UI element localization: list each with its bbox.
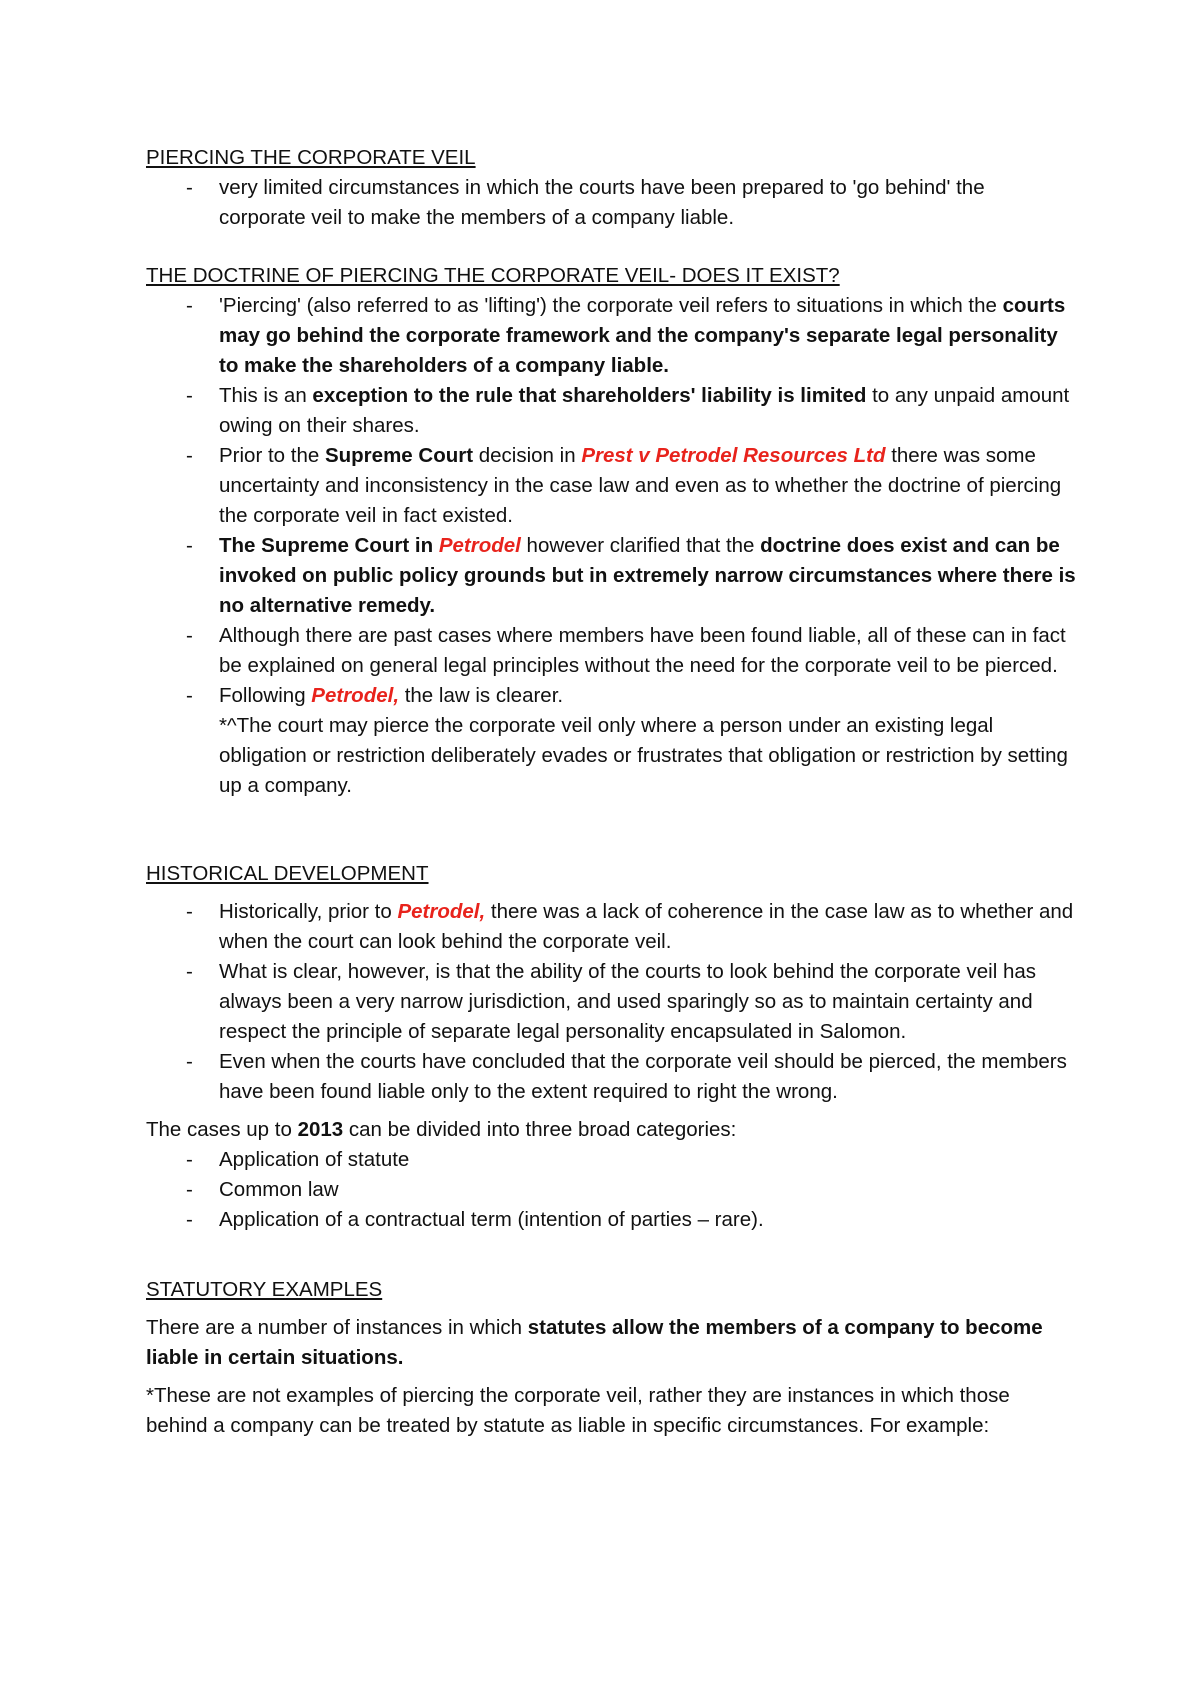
paragraph: *These are not examples of piercing the corporate veil, rather they are instances in which those behind a company can be treated by statute as liable in specific circumstances. For example:: [146, 1384, 1010, 1437]
bullet-dash: -: [186, 1208, 193, 1231]
category-item: Application of statute: [219, 1148, 410, 1171]
text-run: There are a number of instances in which: [146, 1316, 528, 1339]
section-statutory: [146, 1275, 1076, 1441]
text-run: very limited circumstances in which the courts have been prepared to 'go behind' the corporate veil to make the members of a company liable.: [219, 176, 985, 229]
bold-text: doctrine does exist and can be invoked on public policy grounds but in extremely narrow circumstances where there is no alternative remedy.: [219, 534, 1076, 617]
text-run: This is an: [219, 384, 313, 407]
list-item: [146, 1175, 1076, 1205]
text-run: *^The court may pierce the corporate veil only where a person under an existing legal obligation or restriction deliberately evades or frustrates that obligation or restriction by setting up a company.: [219, 714, 1068, 797]
category-list: [146, 1145, 1076, 1235]
list-item: [146, 441, 1076, 531]
list-item: [146, 957, 1076, 1047]
bullet-list: [146, 173, 1076, 233]
bullet-dash: -: [186, 294, 193, 317]
paragraph: [146, 1313, 1076, 1373]
section-piercing: [146, 143, 1076, 233]
category-item: Application of a contractual term (intention of parties – rare).: [219, 1208, 764, 1231]
bullet-dash: -: [186, 624, 193, 647]
section-heading: STATUTORY EXAMPLES: [146, 1278, 383, 1301]
bullet-dash: -: [186, 960, 193, 983]
text-run: there was some uncertainty and inconsistency in the case law and even as to whether the doctrine of piercing the corporate veil in fact existed.: [219, 444, 1062, 527]
bullet-dash: -: [186, 1050, 193, 1073]
bullet-dash: -: [186, 1148, 193, 1171]
list-item: [146, 681, 1076, 801]
bullet-dash: -: [186, 534, 193, 557]
case-name: Prest v Petrodel Resources Ltd: [581, 444, 886, 467]
bullet-dash: -: [186, 176, 193, 199]
text-run: What is clear, however, is that the ability of the courts to look behind the corporate veil has always been a very narrow jurisdiction, and used sparingly so as to maintain certainty and respect the principle of separate legal personality encapsulated in Salomon.: [219, 960, 1037, 1043]
text-run: Prior to the: [219, 444, 325, 467]
bold-text: statutes allow the members of a company to become liable in certain situations.: [146, 1316, 1043, 1369]
bold-text: exception to the rule that shareholders' liability is limited: [312, 384, 867, 407]
bullet-dash: -: [186, 684, 193, 707]
text-run: the law is clearer.: [399, 684, 564, 707]
list-item: [146, 1145, 1076, 1175]
text-run: can be divided into three broad categories:: [343, 1118, 737, 1141]
bullet-dash: -: [186, 384, 193, 407]
category-item: Common law: [219, 1178, 339, 1201]
section-heading: HISTORICAL DEVELOPMENT: [146, 862, 429, 885]
case-name: Petrodel,: [311, 684, 400, 707]
list-item: [146, 1205, 1076, 1235]
list-item: [146, 531, 1076, 621]
bold-text: courts may go behind the corporate framework and the company's separate legal personality to make the shareholders of a company liable.: [219, 294, 1066, 377]
bullet-dash: -: [186, 444, 193, 467]
bold-text: 2013: [297, 1118, 344, 1141]
text-run: there was a lack of coherence in the case law as to whether and when the court can look behind the corporate veil.: [219, 900, 1074, 953]
text-run: decision in: [473, 444, 582, 467]
section-heading: THE DOCTRINE OF PIERCING THE CORPORATE VEIL- DOES IT EXIST?: [146, 264, 840, 287]
document-body: [146, 143, 1076, 1469]
list-item: [146, 621, 1076, 681]
bullet-dash: -: [186, 1178, 193, 1201]
bullet-list: [146, 291, 1076, 801]
text-run: Even when the courts have concluded that the corporate veil should be pierced, the members have been found liable only to the extent required to right the wrong.: [219, 1050, 1067, 1103]
text-run: The cases up to: [146, 1118, 298, 1141]
list-item: [146, 173, 1076, 233]
list-item: [146, 897, 1076, 957]
bold-text: The Supreme Court in: [219, 534, 439, 557]
text-run: to any unpaid amount owing on their shares.: [219, 384, 1070, 437]
section-heading: PIERCING THE CORPORATE VEIL: [146, 146, 476, 169]
bullet-dash: -: [186, 900, 193, 923]
text-run: Historically, prior to: [219, 900, 398, 923]
bullet-list: [146, 897, 1076, 1107]
text-run: Although there are past cases where members have been found liable, all of these can in fact be explained on general legal principles without the need for the corporate veil to be pierced.: [219, 624, 1066, 677]
list-item: [146, 381, 1076, 441]
case-name: Petrodel: [438, 534, 521, 557]
list-item: [146, 291, 1076, 381]
text-run: however clarified that the: [520, 534, 761, 557]
list-item: [146, 1047, 1076, 1107]
case-name: Petrodel,: [397, 900, 486, 923]
text-run: Following: [219, 684, 312, 707]
text-run: 'Piercing' (also referred to as 'lifting') the corporate veil refers to situations in which the: [219, 294, 1003, 317]
paragraph: [146, 1115, 1076, 1145]
section-doctrine: [146, 261, 1076, 801]
section-historical: [146, 859, 1076, 1235]
bold-text: Supreme Court: [324, 444, 474, 467]
